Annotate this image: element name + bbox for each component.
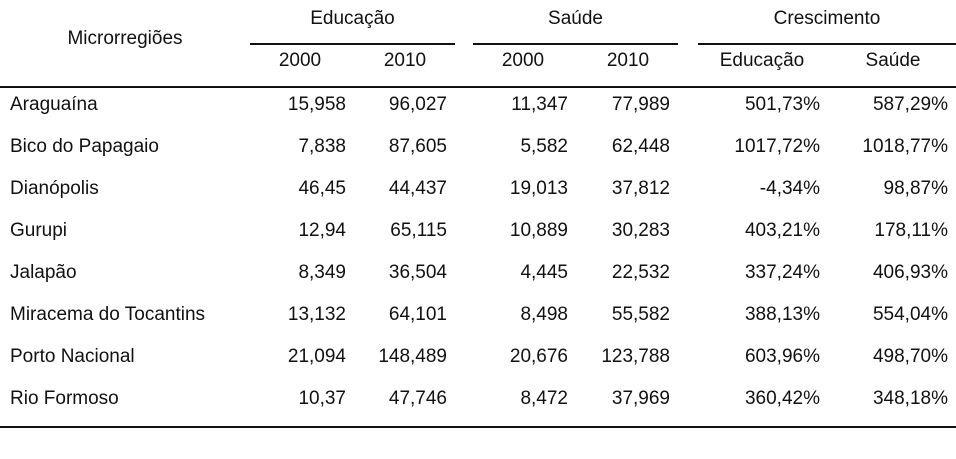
- row-cell: 12,94: [298, 220, 346, 241]
- row-cell: 15,958: [287, 94, 346, 115]
- row-cell: 11,347: [511, 94, 568, 115]
- row-cell: 55,582: [611, 304, 670, 325]
- row-cell: 348,18%: [872, 388, 948, 409]
- row-cell: 498,70%: [872, 346, 948, 367]
- header-rule: [0, 86, 956, 88]
- row-cell: 587,29%: [872, 94, 948, 115]
- row-cell: 77,989: [611, 94, 670, 115]
- row-cell: 13,132: [287, 304, 346, 325]
- row-region-name: Jalapão: [10, 262, 77, 283]
- row-cell: 20,676: [509, 346, 568, 367]
- row-cell: 46,45: [298, 178, 346, 199]
- row-region-name: Dianópolis: [10, 178, 99, 199]
- row-cell: 148,489: [378, 346, 447, 367]
- row-region-name: Gurupi: [10, 220, 68, 241]
- subheader-growth-health: Saúde: [865, 50, 921, 71]
- subheader-health-2000: 2000: [501, 50, 545, 71]
- row-cell: 406,93%: [872, 262, 948, 283]
- row-cell: 5,582: [520, 136, 568, 157]
- row-cell: 603,96%: [744, 346, 820, 367]
- row-cell: 501,73%: [744, 94, 820, 115]
- row-cell: 62,448: [611, 136, 670, 157]
- header-group-health: Saúde: [548, 8, 603, 29]
- row-cell: 37,812: [611, 178, 670, 199]
- row-cell: 8,472: [520, 388, 568, 409]
- group-rule-education: [250, 43, 455, 45]
- subheader-health-2010: 2010: [606, 50, 650, 71]
- header-group-education: Educação: [310, 8, 395, 29]
- row-cell: 64,101: [388, 304, 447, 325]
- row-cell: 37,969: [611, 388, 670, 409]
- row-cell: 30,283: [611, 220, 670, 241]
- row-cell: 7,838: [298, 136, 346, 157]
- group-rule-growth: [698, 43, 956, 45]
- row-region-name: Rio Formoso: [10, 388, 119, 409]
- row-cell: 96,027: [388, 94, 447, 115]
- row-cell: 22,532: [611, 262, 670, 283]
- row-cell: 1017,72%: [734, 136, 820, 157]
- row-cell: 8,498: [520, 304, 568, 325]
- row-cell: 44,437: [388, 178, 447, 199]
- row-cell: 87,605: [388, 136, 447, 157]
- row-cell: 1018,77%: [862, 136, 948, 157]
- row-cell: 8,349: [298, 262, 346, 283]
- row-cell: 403,21%: [744, 220, 820, 241]
- row-cell: 178,11%: [874, 220, 948, 241]
- row-cell: 36,504: [388, 262, 447, 283]
- row-cell: 554,04%: [872, 304, 948, 325]
- row-cell: 21,094: [287, 346, 346, 367]
- bottom-rule: [0, 426, 956, 428]
- row-region-name: Porto Nacional: [10, 346, 135, 367]
- subheader-edu-2000: 2000: [278, 50, 322, 71]
- group-rule-health: [473, 43, 678, 45]
- row-cell: 47,746: [388, 388, 447, 409]
- header-region: Microrregiões: [67, 28, 183, 49]
- row-cell: -4,34%: [759, 178, 820, 199]
- row-cell: 65,115: [390, 220, 447, 241]
- row-cell: 123,788: [601, 346, 670, 367]
- header-group-growth: Crescimento: [773, 8, 881, 29]
- row-cell: 98,87%: [883, 178, 948, 199]
- subheader-growth-education: Educação: [719, 50, 805, 71]
- row-region-name: Miracema do Tocantins: [10, 304, 206, 325]
- row-cell: 388,13%: [744, 304, 820, 325]
- row-cell: 19,013: [509, 178, 568, 199]
- row-region-name: Bico do Papagaio: [10, 136, 159, 157]
- row-cell: 4,445: [520, 262, 568, 283]
- subheader-edu-2010: 2010: [383, 50, 427, 71]
- row-cell: 10,37: [298, 388, 346, 409]
- row-cell: 10,889: [509, 220, 568, 241]
- row-region-name: Araguaína: [10, 94, 98, 115]
- row-cell: 360,42%: [744, 388, 820, 409]
- row-cell: 337,24%: [744, 262, 820, 283]
